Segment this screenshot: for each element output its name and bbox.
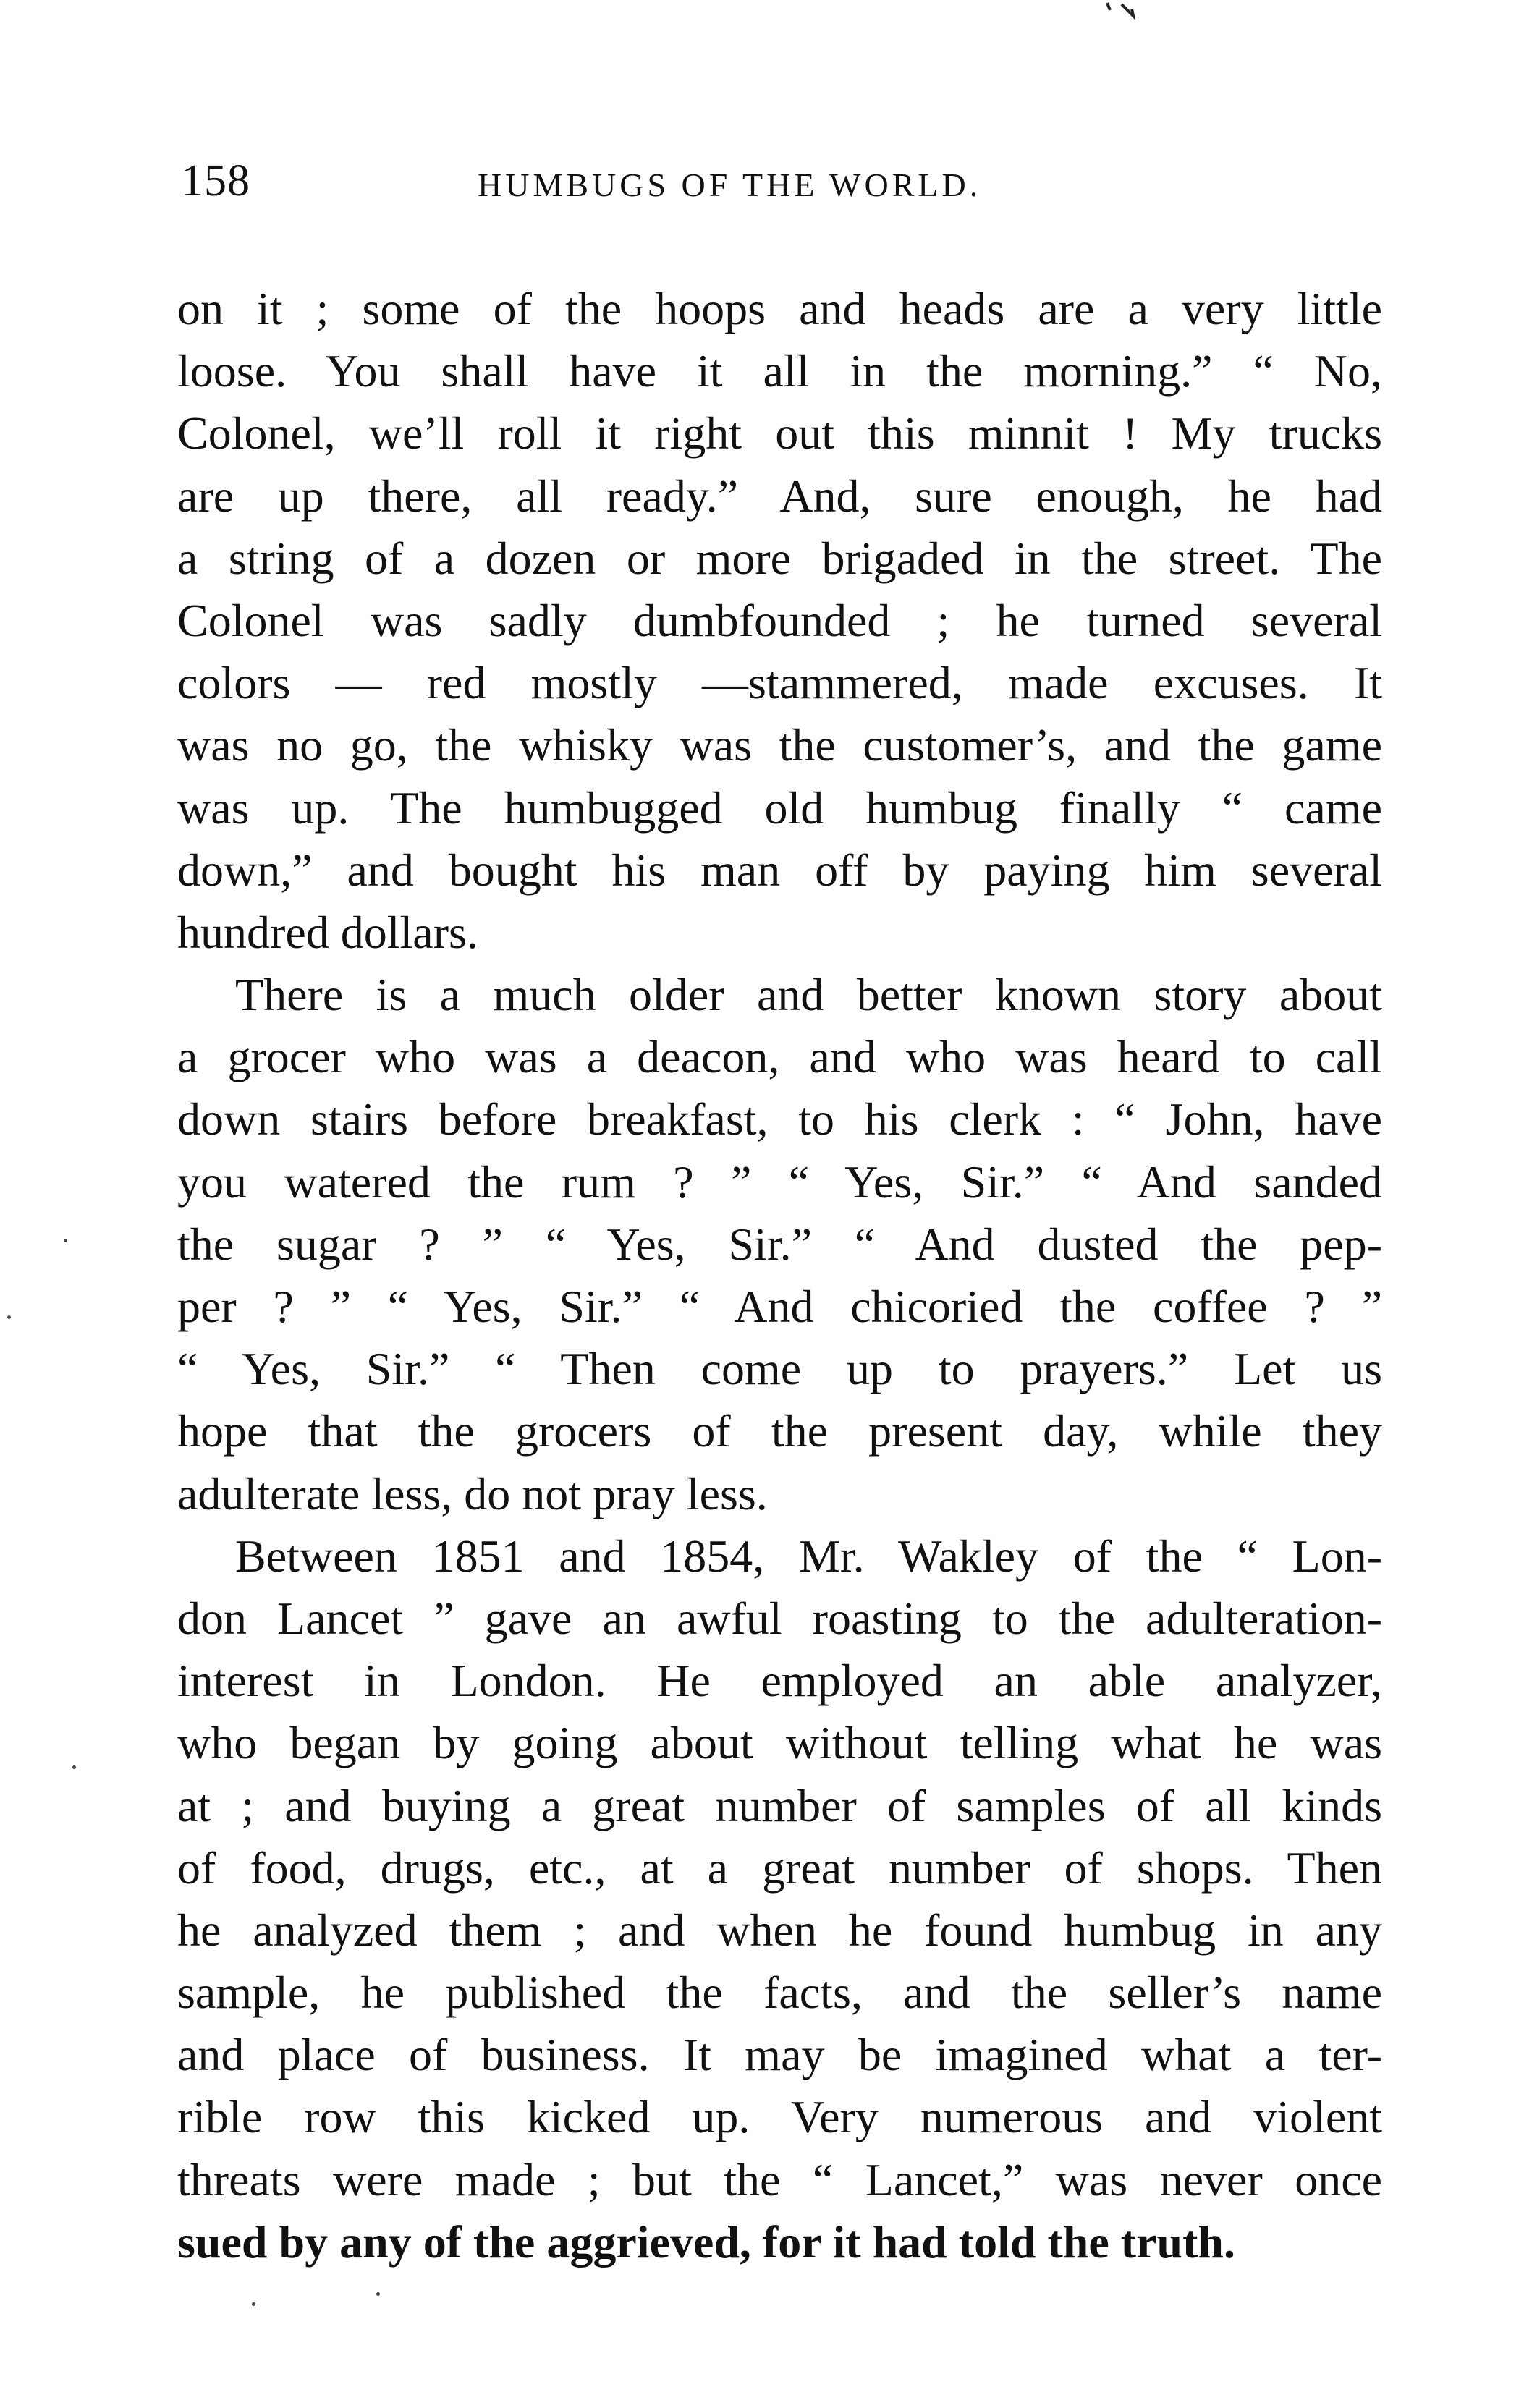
text-line: adulterate less, do not pray less. [177,1467,768,1519]
text-line: colors — red mostly —stammered, made excuses. It [177,657,1382,709]
text-line: “ Yes, Sir.” “ Then come up to prayers.” Let us [177,1343,1382,1395]
text-line: sample, he published the facts, and the seller’s name [177,1967,1382,2019]
text-line: down,” and bought his man off by paying him several [177,844,1382,896]
text-line: a string of a dozen or more brigaded in the street. The [177,532,1382,584]
running-title: HUMBUGS OF THE WORLD. [478,166,982,203]
text-line: on it ; some of the hoops and heads are a very little [177,283,1382,334]
text-line: you watered the rum ? ” “ Yes, Sir.” “ And sanded [177,1156,1382,1208]
text-line: threats were made ; but the “ Lancet,” was never once [177,2153,1382,2205]
corner-ink-mark [1100,0,1143,22]
text-line: sued by any of the aggrieved, for it had told the truth. [177,2216,1235,2268]
text-line: interest in London. He employed an able analyzer, [177,1655,1382,1707]
margin-speck [252,2302,255,2306]
paragraph [177,964,1382,1525]
text-line: he analyzed them ; and when he found humbug in any [177,1904,1382,1956]
margin-speck [64,1239,67,1242]
text-line: of food, drugs, etc., at a great number of shops. Then [177,1841,1382,1894]
margin-speck [376,2292,380,2296]
text-line: hope that the grocers of the present day, while they [177,1405,1382,1457]
text-line: was up. The humbugged old humbug finally “ came [177,781,1382,834]
text-line: the sugar ? ” “ Yes, Sir.” “ And dusted the pep- [177,1218,1382,1270]
text-line: was no go, the whisky was the customer’s, and the game [177,719,1382,771]
text-line: Between 1851 and 1854, Mr. Wakley of the “ Lon- [235,1530,1382,1582]
text-line: and place of business. It may be imagined what a ter- [177,2029,1382,2081]
text-line: who began by going about without telling what he was [177,1717,1382,1769]
margin-speck [72,1765,76,1769]
paragraph [177,1525,1382,2273]
text-line: There is a much older and better known story about [235,969,1382,1021]
text-line: a grocer who was a deacon, and who was heard to call [177,1031,1382,1083]
text-line: per ? ” “ Yes, Sir.” “ And chicoried the coffee ? ” [177,1281,1382,1332]
text-line: loose. You shall have it all in the morning.” “ No, [177,345,1382,397]
margin-speck [7,1315,11,1319]
page-number: 158 [181,156,250,205]
text-line: Colonel was sadly dumbfounded ; he turned several [177,594,1382,646]
text-line: rible row this kicked up. Very numerous and violent [177,2091,1382,2143]
page-header [181,152,1382,210]
text-line: at ; and buying a great number of samples of all kinds [177,1779,1382,1831]
body-text [177,278,1382,2273]
paragraph [177,278,1382,964]
text-line: hundred dollars. [177,906,478,958]
text-line: down stairs before breakfast, to his clerk : “ John, have [177,1093,1382,1145]
text-line: don Lancet ” gave an awful roasting to the adulteration- [177,1592,1382,1644]
text-line: Colonel, we’ll roll it right out this minnit ! My trucks [177,407,1382,459]
text-line: are up there, all ready.” And, sure enough, he had [177,470,1382,522]
